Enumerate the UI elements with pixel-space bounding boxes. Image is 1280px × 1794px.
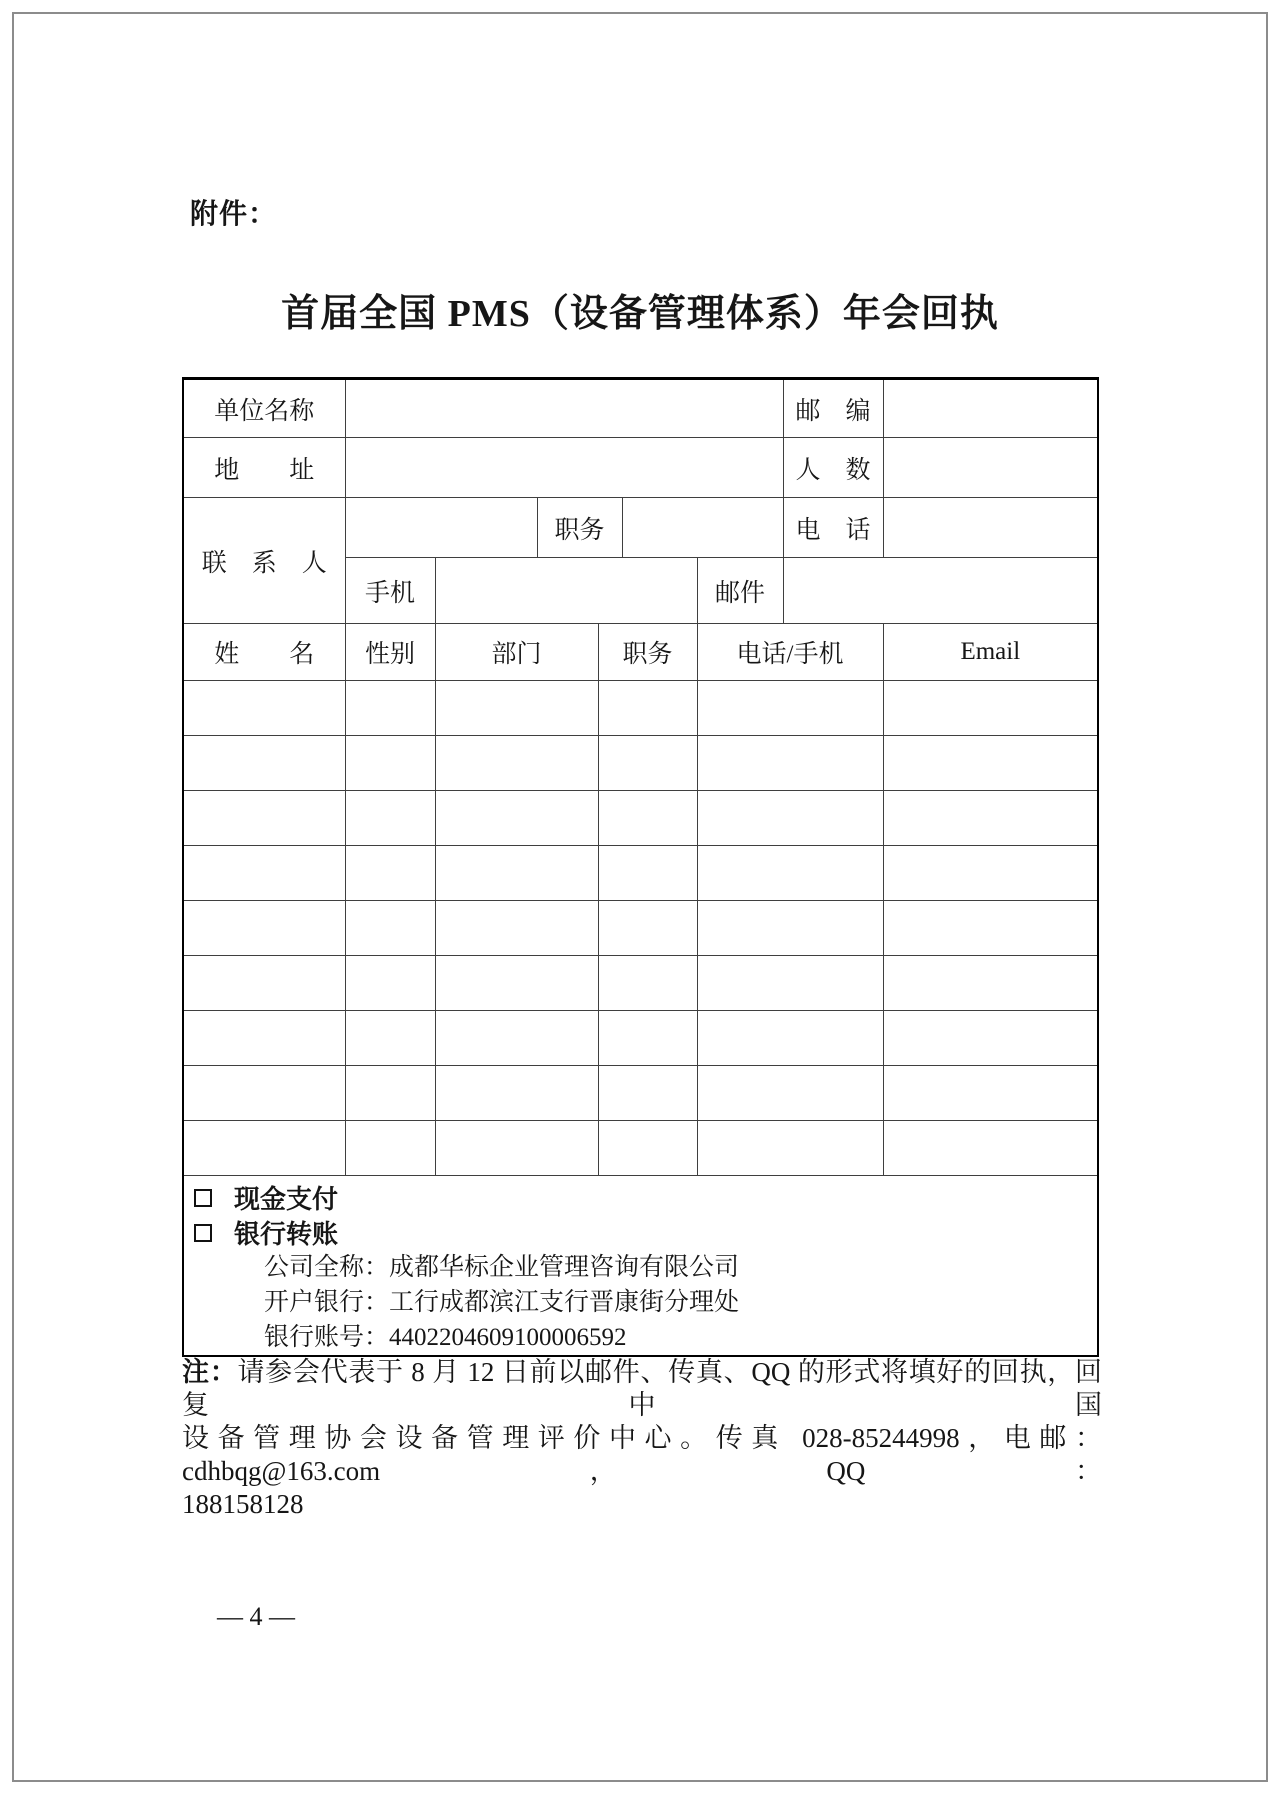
people-count-input-cell	[883, 438, 1098, 498]
contact-row-top	[183, 498, 1098, 558]
attendee-header-phone: 电话/手机	[697, 624, 883, 681]
attendee-duty-cell	[598, 681, 697, 736]
contact-mail-input-cell	[783, 558, 1098, 624]
attendee-header-name: 姓 名	[183, 624, 345, 681]
note-line-1-text: 请参会代表于 8 月 12 日前以邮件、传真、QQ 的形式将填好的回执，回复中国	[182, 1357, 1103, 1420]
contact-name-input-cell	[345, 498, 537, 558]
contact-label: 联 系 人	[183, 498, 345, 624]
attendee-phone-cell	[697, 1121, 883, 1176]
attendee-name-cell	[183, 1066, 345, 1121]
attendee-phone-cell	[697, 791, 883, 846]
attendee-phone-cell	[697, 1066, 883, 1121]
cash-payment-checkbox-icon	[194, 1189, 212, 1207]
account-line: 银行账号：4402204609100006592	[264, 1324, 627, 1351]
attendee-duty-cell	[598, 791, 697, 846]
attendee-phone-cell	[697, 846, 883, 901]
attendee-blank-row	[183, 956, 1098, 1011]
bank-transfer-checkbox-icon	[194, 1224, 212, 1242]
unit-name-input-cell	[345, 379, 783, 438]
attendee-duty-cell	[598, 1121, 697, 1176]
attendee-phone-cell	[697, 681, 883, 736]
cash-payment-option	[184, 1180, 1097, 1215]
contact-phone-label: 电 话	[783, 498, 883, 558]
attendee-phone-cell	[697, 956, 883, 1011]
attendee-department-cell	[435, 901, 598, 956]
attendee-name-cell	[183, 791, 345, 846]
attendee-gender-cell	[345, 1121, 435, 1176]
attendee-email-cell	[883, 1066, 1098, 1121]
contact-phone-input-cell	[883, 498, 1098, 558]
attendee-email-cell	[883, 1011, 1098, 1066]
attendee-email-cell	[883, 846, 1098, 901]
attendee-header-department: 部门	[435, 624, 598, 681]
payment-row	[183, 1176, 1098, 1357]
attendee-gender-cell	[345, 681, 435, 736]
contact-mail-label: 邮件	[697, 558, 783, 624]
attendee-blank-row	[183, 1066, 1098, 1121]
attendee-phone-cell	[697, 736, 883, 791]
attendee-blank-row	[183, 681, 1098, 736]
bank-transfer-label: 银行转账	[234, 1219, 339, 1249]
address-row	[183, 438, 1098, 498]
contact-mobile-label: 手机	[345, 558, 435, 624]
company-name-line: 公司全称：成都华标企业管理咨询有限公司	[264, 1254, 740, 1281]
attendee-name-cell	[183, 956, 345, 1011]
attendee-gender-cell	[345, 736, 435, 791]
attendee-header-duty: 职务	[598, 624, 697, 681]
payment-cell	[183, 1176, 1098, 1357]
attendee-phone-cell	[697, 1011, 883, 1066]
attendee-gender-cell	[345, 791, 435, 846]
cash-payment-label: 现金支付	[234, 1184, 339, 1214]
attendee-name-cell	[183, 736, 345, 791]
attendee-blank-row	[183, 901, 1098, 956]
attendee-name-cell	[183, 846, 345, 901]
unit-name-label: 单位名称	[183, 379, 345, 438]
attendee-gender-cell	[345, 1066, 435, 1121]
attendee-department-cell	[435, 791, 598, 846]
contact-duty-label: 职务	[537, 498, 622, 558]
attendee-blank-row	[183, 791, 1098, 846]
note-line-1	[182, 1356, 1102, 1422]
note-prefix: 注：	[182, 1357, 238, 1387]
attendee-department-cell	[435, 681, 598, 736]
note-line-3: 188158128	[182, 1489, 304, 1519]
attendee-gender-cell	[345, 956, 435, 1011]
attachment-label: 附件：	[190, 198, 278, 229]
attendee-header-gender: 性别	[345, 624, 435, 681]
attendee-phone-cell	[697, 901, 883, 956]
attendee-duty-cell	[598, 846, 697, 901]
attendee-department-cell	[435, 956, 598, 1011]
page-number: — 4 —	[217, 1602, 295, 1631]
attendee-duty-cell	[598, 736, 697, 791]
attendee-blank-row	[183, 1011, 1098, 1066]
attendee-duty-cell	[598, 1011, 697, 1066]
attendee-gender-cell	[345, 846, 435, 901]
attendee-department-cell	[435, 1121, 598, 1176]
postcode-input-cell	[883, 379, 1098, 438]
attendee-blank-row	[183, 846, 1098, 901]
attendee-department-cell	[435, 1066, 598, 1121]
attendee-blank-row	[183, 1121, 1098, 1176]
attendee-header-email: Email	[883, 624, 1098, 681]
attendee-email-cell	[883, 736, 1098, 791]
note-block	[182, 1356, 1102, 1521]
attendee-name-cell	[183, 681, 345, 736]
page-title: 首届全国 PMS（设备管理体系）年会回执	[281, 293, 999, 335]
attendee-name-cell	[183, 1121, 345, 1176]
unit-name-row	[183, 379, 1098, 438]
attendee-name-cell	[183, 1011, 345, 1066]
attendee-duty-cell	[598, 956, 697, 1011]
attendee-duty-cell	[598, 1066, 697, 1121]
bank-line: 开户银行：工行成都滨江支行晋康街分理处	[264, 1289, 740, 1316]
address-label: 地 址	[183, 438, 345, 498]
attendee-duty-cell	[598, 901, 697, 956]
attendee-gender-cell	[345, 901, 435, 956]
contact-mobile-input-cell	[435, 558, 697, 624]
people-count-label: 人 数	[783, 438, 883, 498]
attendee-email-cell	[883, 1121, 1098, 1176]
attendee-email-cell	[883, 956, 1098, 1011]
contact-duty-input-cell	[622, 498, 783, 558]
attendee-email-cell	[883, 681, 1098, 736]
attendee-department-cell	[435, 1011, 598, 1066]
reply-form-table	[182, 377, 1099, 1357]
postcode-label: 邮 编	[783, 379, 883, 438]
attendee-email-cell	[883, 791, 1098, 846]
attendee-blank-row	[183, 736, 1098, 791]
bank-transfer-option	[184, 1215, 1097, 1250]
attendee-gender-cell	[345, 1011, 435, 1066]
note-line-2: 设备管理协会设备管理评价中心。传真 028-85244998，电邮：cdhbqg@163.com，QQ：	[182, 1423, 1102, 1486]
address-input-cell	[345, 438, 783, 498]
attendee-name-cell	[183, 901, 345, 956]
attendee-department-cell	[435, 846, 598, 901]
attendee-department-cell	[435, 736, 598, 791]
attendee-header-row	[183, 624, 1098, 681]
attendee-email-cell	[883, 901, 1098, 956]
